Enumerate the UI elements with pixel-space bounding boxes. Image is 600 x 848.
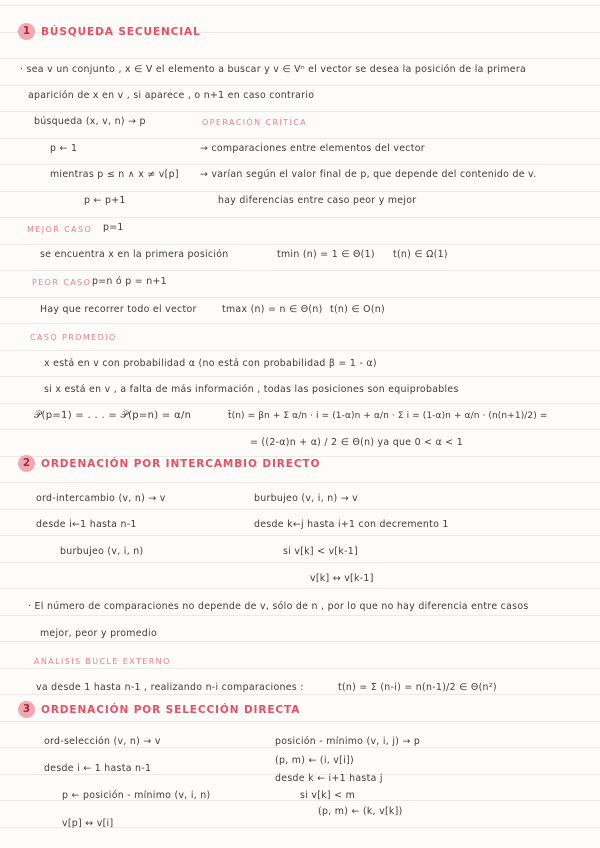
s1-worst-case-label: PEOR CASO <box>32 278 92 287</box>
s3-ord-seleccion-signature: ord-selección (v, n) → v <box>44 736 161 747</box>
s1-best-case-label: MEJOR CASO <box>27 225 93 234</box>
s1-best-case-value: p=1 <box>103 222 124 233</box>
s2-note-line-1: · El número de comparaciones no depende de v, sólo de n , por lo que no hay diferencia entre casos <box>28 601 529 612</box>
s1-worst-case-text: Hay que recorrer todo el vector <box>40 304 197 315</box>
s2-burbujeo-signature: burbujeo (v, i, n) → v <box>254 493 359 504</box>
s1-intro-line-1: · sea v un conjunto , x ∈ V el elemento a buscar y v ∈ Vⁿ el vector se desea la posición de la primera <box>20 64 527 75</box>
section-2-title: ORDENACIÓN POR INTERCAMBIO DIRECTO <box>41 458 321 470</box>
s1-probability-formula: 𝒫(p=1) = . . . = 𝒫(p=n) = α/n <box>34 410 192 421</box>
s1-worst-case-value: p=n ó p = n+1 <box>92 276 167 287</box>
s3-swap: v[p] ↔ v[i] <box>62 818 114 829</box>
s2-if-condition: si v[k] < v[k-1] <box>283 546 359 557</box>
s1-intro-line-2: aparición de x en v , si aparece , o n+1 en caso contrario <box>28 90 315 101</box>
s1-increment: p ← p+1 <box>84 195 126 206</box>
s1-worst-case-tmax: tmax (n) = n ∈ Θ(n) <box>222 304 323 315</box>
section-3-title: ORDENACIÓN POR SELECCIÓN DIRECTA <box>41 704 301 716</box>
s1-average-case-label: CASO PROMEDIO <box>30 333 117 342</box>
s2-analysis-formula: t(n) = Σ (n-i) = n(n-1)/2 ∈ Θ(n²) <box>338 682 497 693</box>
section-3-number-badge: 3 <box>18 701 35 718</box>
s1-average-line-1: x está en v con probabilidad α (no está con probabilidad β = 1 - α) <box>44 358 377 369</box>
s1-critical-op-label: OPERACIÓN CRÍTICA <box>202 118 308 127</box>
s2-analysis-text: va desde 1 hasta n-1 , realizando n-i comparaciones : <box>36 682 304 693</box>
s1-best-case-omega: t(n) ∈ Ω(1) <box>393 249 448 260</box>
s3-update-pm: (p, m) ← (k, v[k]) <box>318 806 403 817</box>
section-1-number-badge: 1 <box>18 23 35 40</box>
s1-loop: mientras p ≤ n ∧ x ≠ v[p] <box>50 169 179 180</box>
s2-swap: v[k] ↔ v[k-1] <box>310 573 374 584</box>
s1-average-time-result: = ((2-α)n + α) / 2 ∈ Θ(n) ya que 0 < α < 1 <box>250 437 464 448</box>
s1-best-case-tmin: tmin (n) = 1 ∈ Θ(1) <box>277 249 375 260</box>
s2-outer-loop: desde i←1 hasta n-1 <box>36 519 137 530</box>
s1-average-line-2: si x está en v , a falta de más información , todas las posiciones son equiprobables <box>44 384 459 395</box>
s1-note-3: hay diferencias entre caso peor y mejor <box>218 195 417 206</box>
s1-average-time-formula: t̄(n) = βn + Σ α/n · i = (1-α)n + α/n · Σ i = (1-α)n + α/n · (n(n+1)/2) = <box>228 411 548 421</box>
s1-init: p ← 1 <box>50 143 78 154</box>
s2-ord-intercambio-signature: ord-intercambio (v, n) → v <box>36 493 166 504</box>
s3-init-pm: (p, m) ← (i, v[i]) <box>275 755 354 766</box>
section-2-number-badge: 2 <box>18 455 35 472</box>
s1-note-1: → comparaciones entre elementos del vector <box>200 143 425 154</box>
s3-if-condition: si v[k] < m <box>300 790 356 801</box>
s2-note-line-2: mejor, peor y promedio <box>40 628 157 639</box>
s1-worst-case-o: t(n) ∈ O(n) <box>330 304 385 315</box>
s3-inner-loop: desde k ← i+1 hasta j <box>275 773 383 784</box>
section-1-title: BÚSQUEDA SECUENCIAL <box>41 26 201 38</box>
s3-position-call: p ← posición - mínimo (v, i, n) <box>62 790 211 801</box>
s3-outer-loop: desde i ← 1 hasta n-1 <box>44 763 152 774</box>
s1-note-2: → varían según el valor final de p, que depende del contenido de v. <box>200 169 537 180</box>
s1-best-case-text: se encuentra x en la primera posición <box>40 249 229 260</box>
s3-posicion-minimo-signature: posición - mínimo (v, i, j) → p <box>275 736 421 747</box>
s2-burbujeo-call: burbujeo (v, i, n) <box>60 546 144 557</box>
s1-signature: búsqueda (x, v, n) → p <box>34 116 146 127</box>
s2-inner-loop: desde k←j hasta i+1 con decremento 1 <box>254 519 449 530</box>
s2-analysis-label: ANÁLISIS BUCLE EXTERNO <box>34 657 171 666</box>
